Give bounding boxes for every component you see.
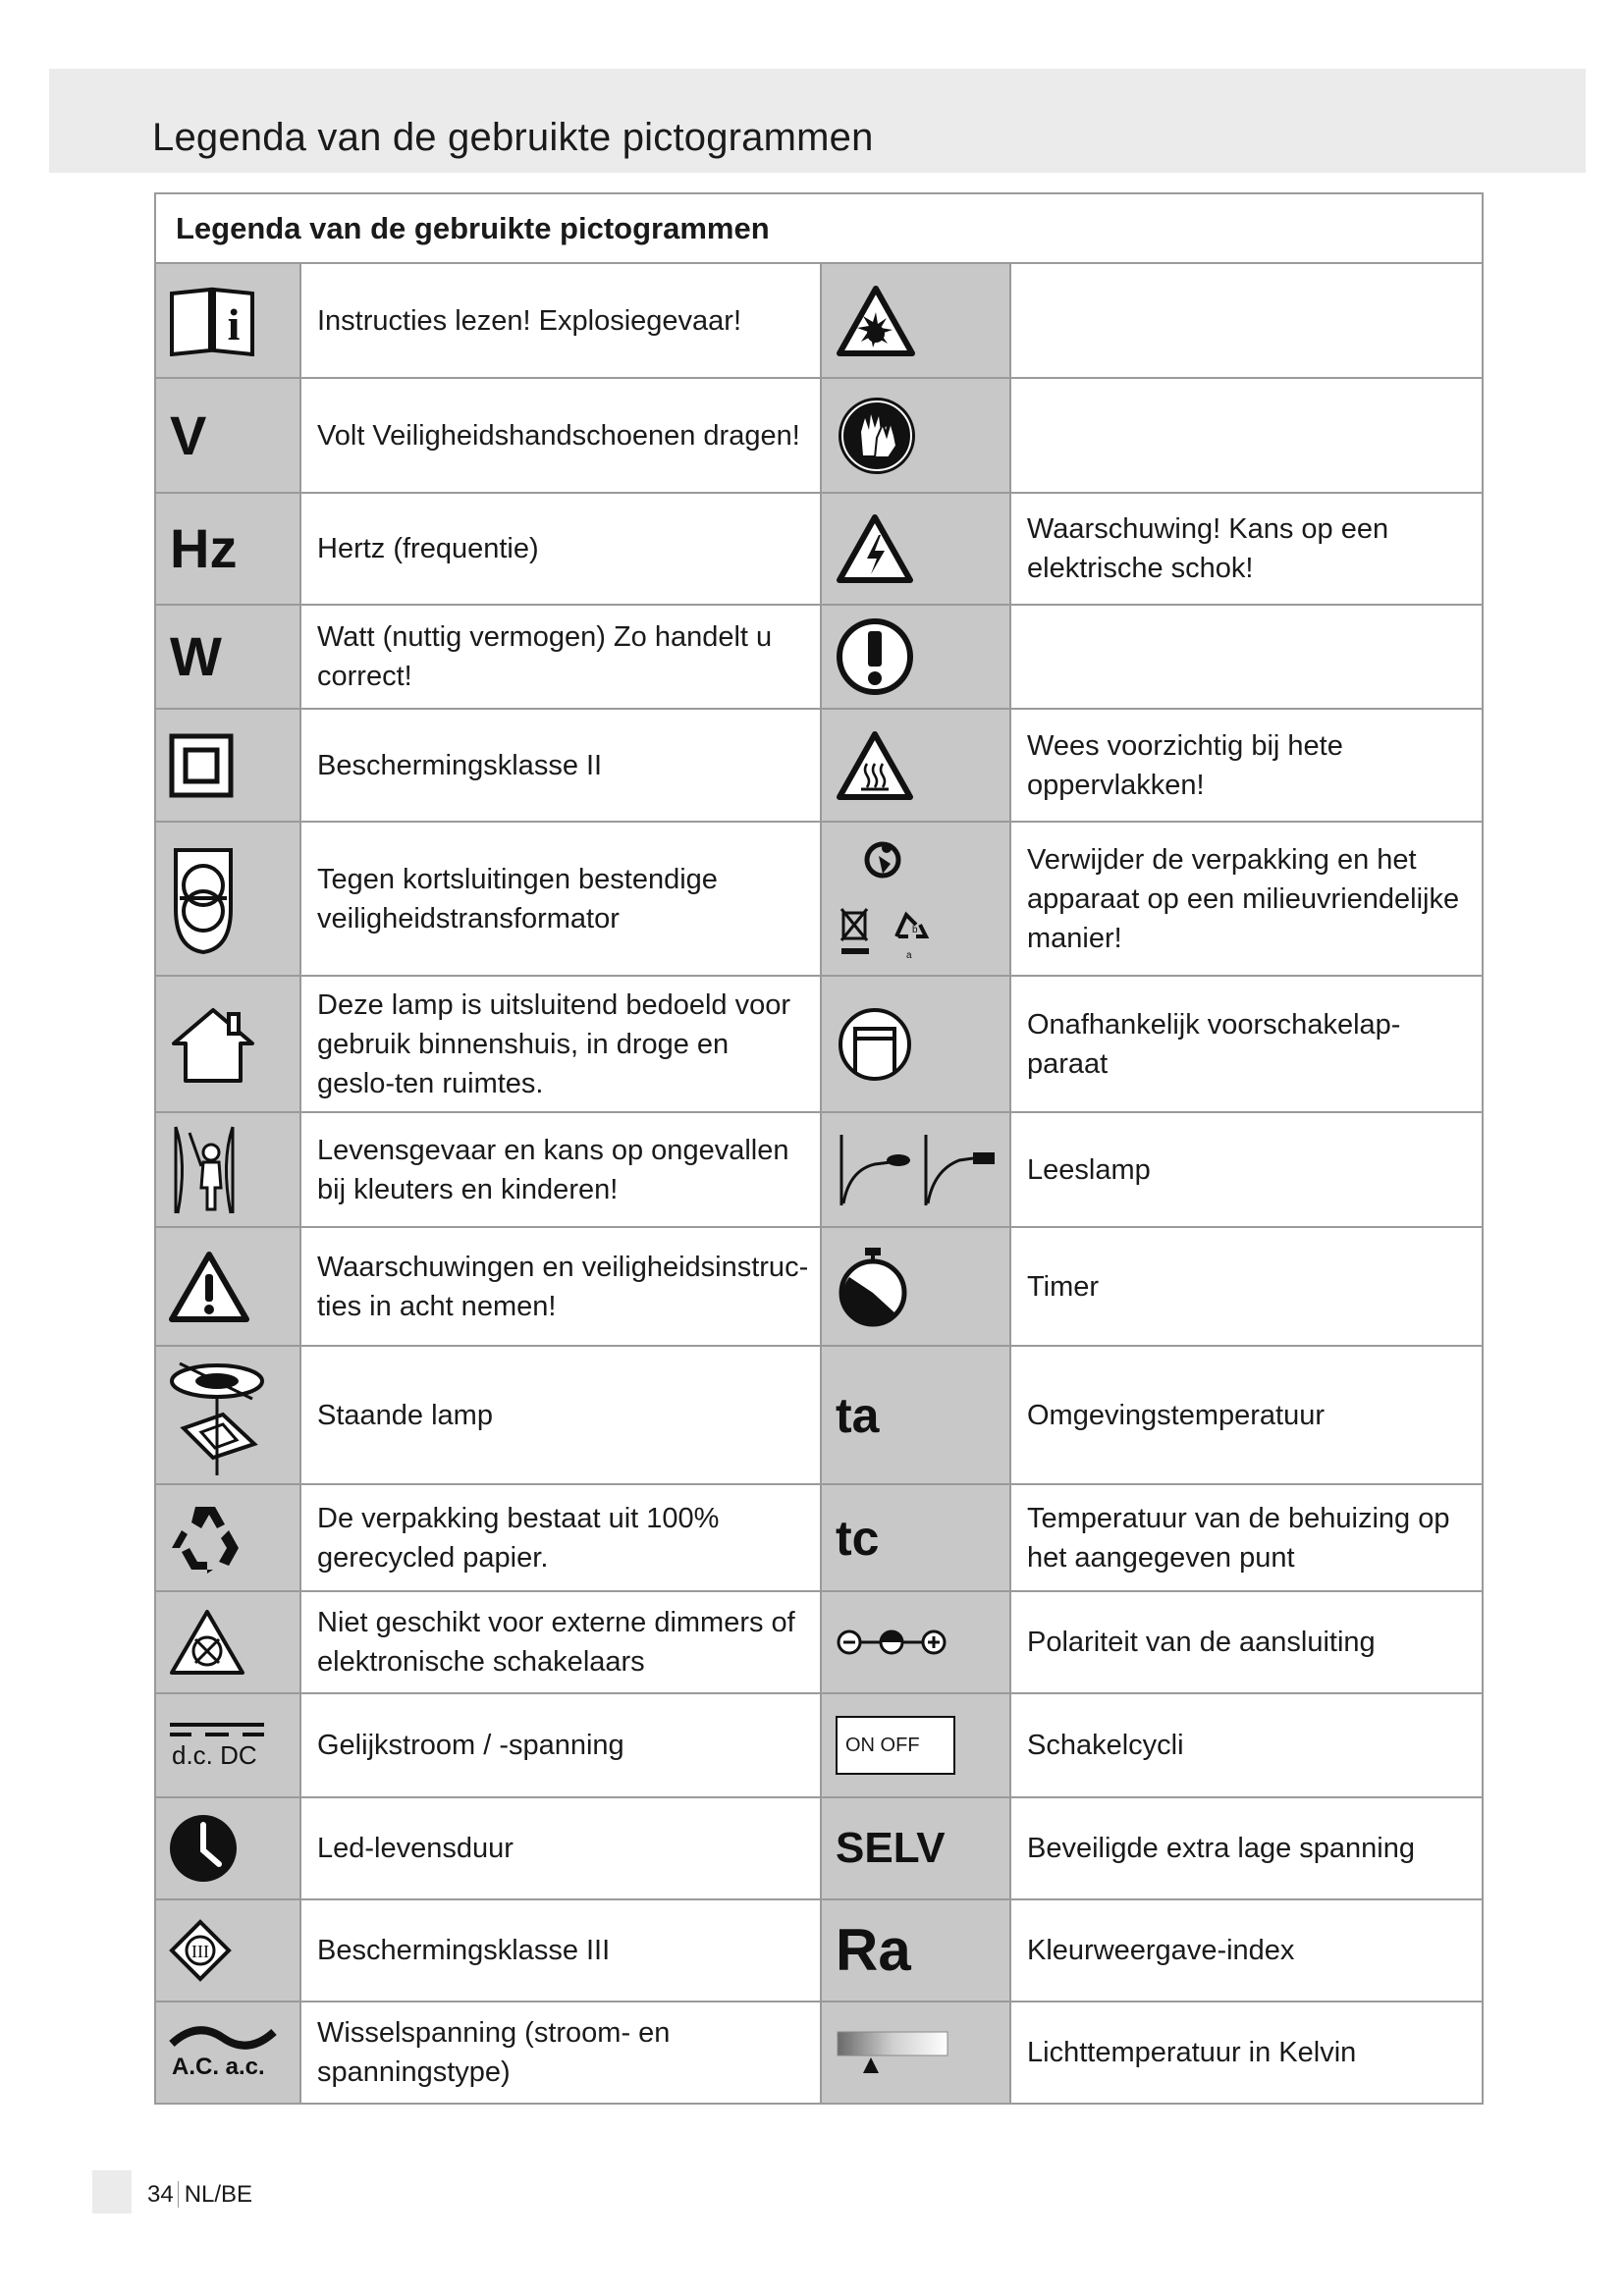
row-text: Verwijder de verpakking en het apparaat op een milieuvriendelijke manier! <box>1010 822 1483 976</box>
row-text: Staande lamp <box>300 1346 821 1484</box>
icon-cell <box>155 1112 300 1227</box>
dc-label: d.c. DC <box>172 1739 257 1770</box>
kelvin-scale-icon <box>836 2030 949 2075</box>
icon-cell <box>155 709 300 822</box>
row-text: Niet geschikt voor externe dimmers of elektronische schakelaars <box>300 1591 821 1693</box>
table-row <box>155 1693 1483 1797</box>
book-info-icon <box>168 286 256 356</box>
row-text: Polariteit van de aansluiting <box>1010 1591 1483 1693</box>
row-text <box>1010 263 1483 378</box>
warning-triangle-icon <box>168 1251 250 1323</box>
table-row <box>155 1227 1483 1346</box>
row-text: Omgevingstemperatuur <box>1010 1346 1483 1484</box>
clock-icon <box>168 1813 239 1884</box>
row-text: Schakelcycli <box>1010 1693 1483 1797</box>
icon-cell <box>821 1591 1010 1693</box>
row-text <box>1010 378 1483 493</box>
footer-tab <box>92 2170 132 2214</box>
icon-cell <box>821 822 1010 976</box>
row-text: Gelijkstroom / -spanning <box>300 1693 821 1797</box>
dc-line-icon <box>168 1721 266 1740</box>
explosion-warning-icon <box>836 285 916 357</box>
icon-cell <box>155 1797 300 1899</box>
table-row <box>155 1346 1483 1484</box>
row-text: Beveiligde extra lage spanning <box>1010 1797 1483 1899</box>
volt-letter: V <box>170 403 207 466</box>
ta-letter: ta <box>836 1387 880 1443</box>
svg-text:i: i <box>227 298 241 349</box>
table-row <box>155 1899 1483 2002</box>
row-text: Instructies lezen! Explosiegevaar! <box>300 263 821 378</box>
row-text: Beschermingsklasse III <box>300 1899 821 2002</box>
page-number: 34 <box>147 2181 174 2208</box>
table-row <box>155 709 1483 822</box>
row-text <box>1010 605 1483 709</box>
icon-cell <box>155 2002 300 2104</box>
recycling-disposal-icon <box>836 830 934 968</box>
icon-cell <box>155 263 300 378</box>
icon-cell <box>821 263 1010 378</box>
hertz-letter: Hz <box>170 517 238 579</box>
row-text: Levensgevaar en kans op ongevallen bij kleuters en kinderen! <box>300 1112 821 1227</box>
mandatory-action-icon <box>836 617 914 696</box>
icon-cell <box>821 493 1010 605</box>
page-footer <box>147 2181 252 2209</box>
table-row <box>155 605 1483 709</box>
icon-cell <box>155 378 300 493</box>
row-text: Beschermingsklasse II <box>300 709 821 822</box>
row-text: Led-levensduur <box>300 1797 821 1899</box>
hot-surface-warning-icon <box>836 730 914 801</box>
svg-text:b: b <box>912 924 918 935</box>
svg-text:III: III <box>191 1942 209 1961</box>
table-row <box>155 1797 1483 1899</box>
icon-cell <box>821 1346 1010 1484</box>
icon-cell <box>821 1484 1010 1591</box>
row-text: Watt (nuttig vermogen) Zo handelt u correct! <box>300 605 821 709</box>
protection-class-2-icon <box>168 732 235 799</box>
icon-cell <box>155 493 300 605</box>
icon-cell <box>155 822 300 976</box>
gloves-icon <box>836 395 918 477</box>
row-text: Waarschuwing! Kans op een elektrische schok! <box>1010 493 1483 605</box>
row-text: Tegen kortsluitingen bestendige veiligheidstransformator <box>300 822 821 976</box>
row-text: Wees voorzichtig bij hete oppervlakken! <box>1010 709 1483 822</box>
row-text: Deze lamp is uitsluitend bedoeld voor gebruik binnenshuis, in droge en geslo-ten ruimtes. <box>300 976 821 1112</box>
row-text: Temperatuur van de behuizing op het aangegeven punt <box>1010 1484 1483 1591</box>
row-text: Volt Veiligheidshandschoenen dragen! <box>300 378 821 493</box>
icon-cell <box>155 976 300 1112</box>
selv-letter: SELV <box>836 1824 946 1872</box>
language-code: NL/BE <box>184 2181 253 2208</box>
icon-cell <box>821 2002 1010 2104</box>
row-text: Timer <box>1010 1227 1483 1346</box>
standing-lamp-icon <box>168 1354 266 1477</box>
icon-cell <box>155 1591 300 1693</box>
row-text: De verpakking bestaat uit 100% gerecycled papier. <box>300 1484 821 1591</box>
watt-letter: W <box>170 625 222 687</box>
row-text: Leeslamp <box>1010 1112 1483 1227</box>
row-text: Waarschuwingen en veiligheidsinstruc-ties in acht nemen! <box>300 1227 821 1346</box>
row-text: Kleurweergave-index <box>1010 1899 1483 2002</box>
row-text: Hertz (frequentie) <box>300 493 821 605</box>
table-header-row <box>155 193 1483 263</box>
icon-cell <box>821 1227 1010 1346</box>
footer-divider <box>178 2181 179 2208</box>
row-text: Lichttemperatuur in Kelvin <box>1010 2002 1483 2104</box>
icon-cell <box>155 1693 300 1797</box>
table-header: Legenda van de gebruikte pictogrammen <box>155 193 1483 263</box>
icon-cell <box>821 605 1010 709</box>
table-row <box>155 1591 1483 1693</box>
table-row <box>155 1484 1483 1591</box>
safety-transformer-icon <box>168 840 239 958</box>
page-title: Legenda van de gebruikte pictogrammen <box>152 116 874 159</box>
icon-cell <box>155 605 300 709</box>
table-row <box>155 822 1483 976</box>
table-row <box>155 1112 1483 1227</box>
polarity-icon <box>836 1626 947 1659</box>
recycled-paper-icon <box>168 1501 243 1575</box>
icon-cell <box>821 1899 1010 2002</box>
icon-cell <box>821 1693 1010 1797</box>
timer-icon <box>836 1246 910 1328</box>
icon-cell <box>155 1899 300 2002</box>
ac-wave-icon <box>168 2024 278 2054</box>
icon-cell <box>821 709 1010 822</box>
icon-cell <box>155 1227 300 1346</box>
child-danger-icon <box>168 1123 241 1217</box>
legend-table <box>154 192 1484 2105</box>
independent-ballast-icon <box>836 1005 914 1084</box>
icon-cell <box>821 1797 1010 1899</box>
icon-cell <box>821 1112 1010 1227</box>
table-row <box>155 976 1483 1112</box>
icon-cell <box>155 1346 300 1484</box>
on-off-label: ON OFF <box>845 1734 920 1756</box>
ac-label: A.C. a.c. <box>172 2054 265 2080</box>
tc-letter: tc <box>836 1510 880 1566</box>
electric-shock-warning-icon <box>836 513 914 584</box>
icon-cell <box>155 1484 300 1591</box>
icon-cell <box>821 378 1010 493</box>
reading-lamp-icon <box>836 1131 1002 1209</box>
no-dimmer-icon <box>168 1608 246 1677</box>
row-text: Onafhankelijk voorschakelap-paraat <box>1010 976 1483 1112</box>
ra-letter: Ra <box>836 1917 911 1983</box>
table-row <box>155 2002 1483 2104</box>
icon-cell <box>821 976 1010 1112</box>
house-icon <box>168 1004 258 1085</box>
table-row <box>155 493 1483 605</box>
svg-text:a: a <box>906 949 912 961</box>
protection-class-3-icon <box>168 1918 233 1983</box>
row-text: Wisselspanning (stroom- en spanningstype) <box>300 2002 821 2104</box>
on-off-icon <box>836 1716 955 1775</box>
table-row <box>155 378 1483 493</box>
table-row <box>155 263 1483 378</box>
